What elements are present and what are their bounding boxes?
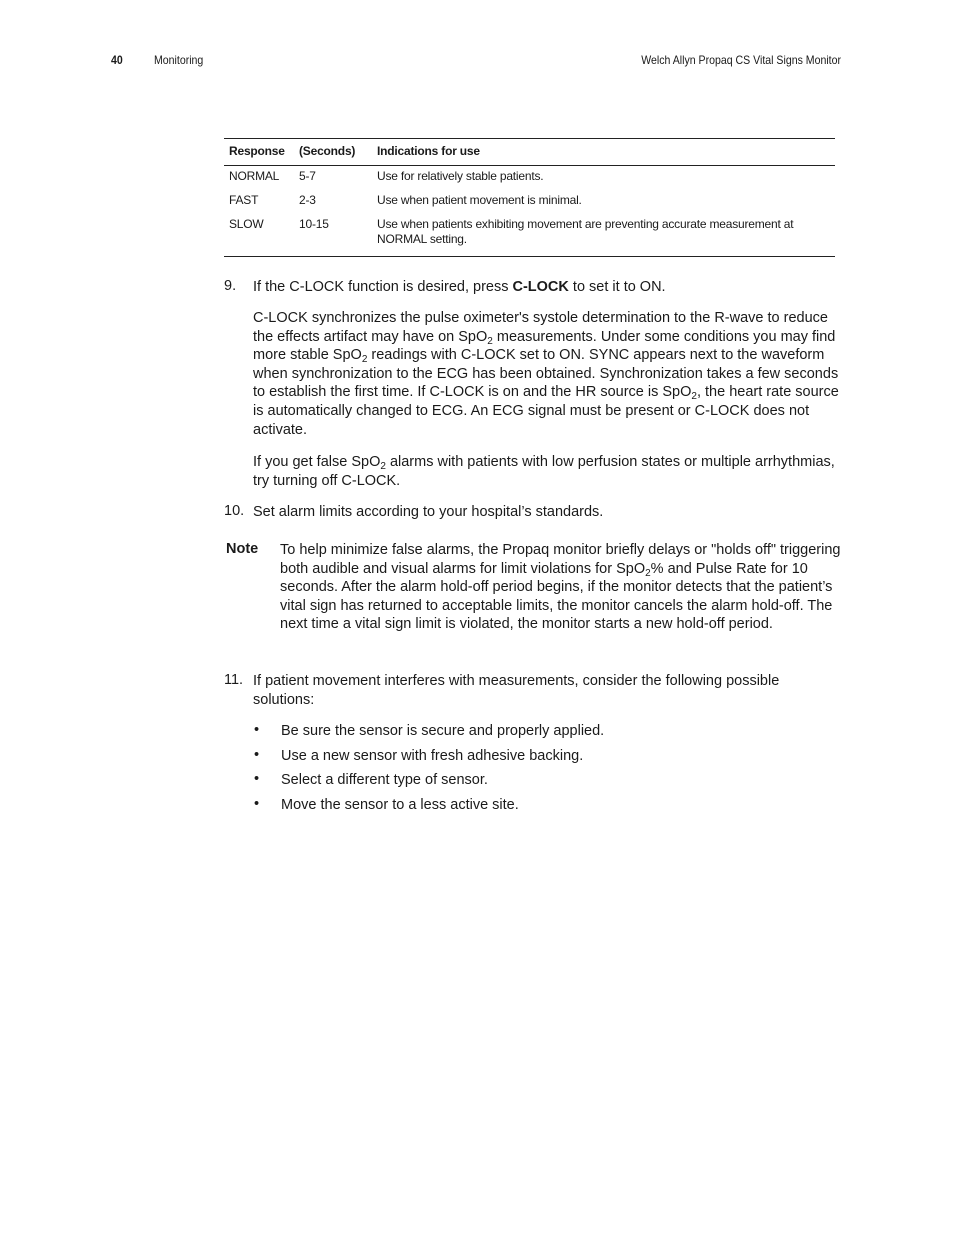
table-cell: 5-7	[299, 169, 316, 183]
table-cell: NORMAL	[229, 169, 280, 183]
list-item: Move the sensor to a less active site.	[281, 797, 519, 813]
table-cell: SLOW	[224, 213, 294, 257]
table-cell: Use when patient movement is minimal.	[377, 193, 582, 207]
step-11-number: 11.	[224, 672, 244, 688]
column-header-indications: Indications for use	[372, 139, 835, 166]
step-9-text: If the C-LOCK function is desired, press C-LOCK to set it to ON.	[253, 279, 666, 295]
step-11-text: If patient movement interferes with measurements, consider the following possible solutions:	[253, 673, 780, 708]
table-cell: FAST	[229, 193, 259, 207]
document-title: Welch Allyn Propaq CS Vital Signs Monitor	[641, 53, 841, 67]
step-10-number: 10.	[224, 503, 245, 519]
column-header-seconds: (Seconds)	[294, 139, 372, 166]
page-number: 40	[111, 53, 123, 67]
table-row	[224, 166, 835, 190]
table-row	[224, 189, 835, 213]
section-name: Monitoring	[154, 53, 204, 67]
step-9-number: 9.	[224, 278, 237, 294]
table-cell: 10-15	[294, 213, 372, 257]
column-header-response: Response	[224, 139, 294, 166]
note-label: Note	[226, 541, 259, 557]
list-item: Select a different type of sensor.	[281, 772, 488, 788]
bullet-marker: •	[254, 771, 260, 787]
false-alarm-tip: If you get false SpO$_2$ alarms with patients with low perfusion states or multiple arrhythmias, try turning off C-LOCK.	[253, 454, 835, 489]
table-cell: Use for relatively stable patients.	[377, 169, 544, 183]
bullet-marker: •	[254, 747, 260, 763]
bullet-marker: •	[254, 796, 260, 812]
table-header-row	[224, 139, 835, 166]
c-lock-key-label: C-LOCK	[512, 279, 569, 295]
table-row	[224, 213, 835, 257]
note-text: To help minimize false alarms, the Propaq monitor briefly delays or "holds off" triggering both audible and visual alarms for limit violations for SpO$_2$% and Pulse Rate for 10 seconds. After the alarm hold-off period begins, if the monitor detects that the patient’s vital sign has returned to acceptable limits, the monitor cancels the alarm hold-off. The next time a vital sign limit is violated, the monitor starts a new hold-off period.	[280, 542, 841, 633]
response-table	[224, 138, 835, 257]
c-lock-description: C-LOCK synchronizes the pulse oximeter's systole determination to the R-wave to reduce the effects artifact may have on SpO$_2$ measurements. Under some conditions you may find more stable SpO$_2$ readings with C-LOCK set to ON. SYNC appears next to the waveform when synchronization to the ECG has been obtained. Synchronization takes a few seconds to establish the first time. If C-LOCK is on and the HR source is SpO$_2$, the heart rate source is automatically changed to ECG. An ECG signal must be present or C-LOCK does not activate.	[253, 310, 839, 438]
step-10-text: Set alarm limits according to your hospital’s standards.	[253, 504, 604, 520]
table-cell: Use when patients exhibiting movement are preventing accurate measurement at NORMAL setting.	[372, 213, 835, 257]
table-cell: 2-3	[299, 193, 316, 207]
bullet-marker: •	[254, 722, 260, 738]
list-item: Use a new sensor with fresh adhesive backing.	[281, 748, 584, 764]
list-item: Be sure the sensor is secure and properly applied.	[281, 723, 605, 739]
